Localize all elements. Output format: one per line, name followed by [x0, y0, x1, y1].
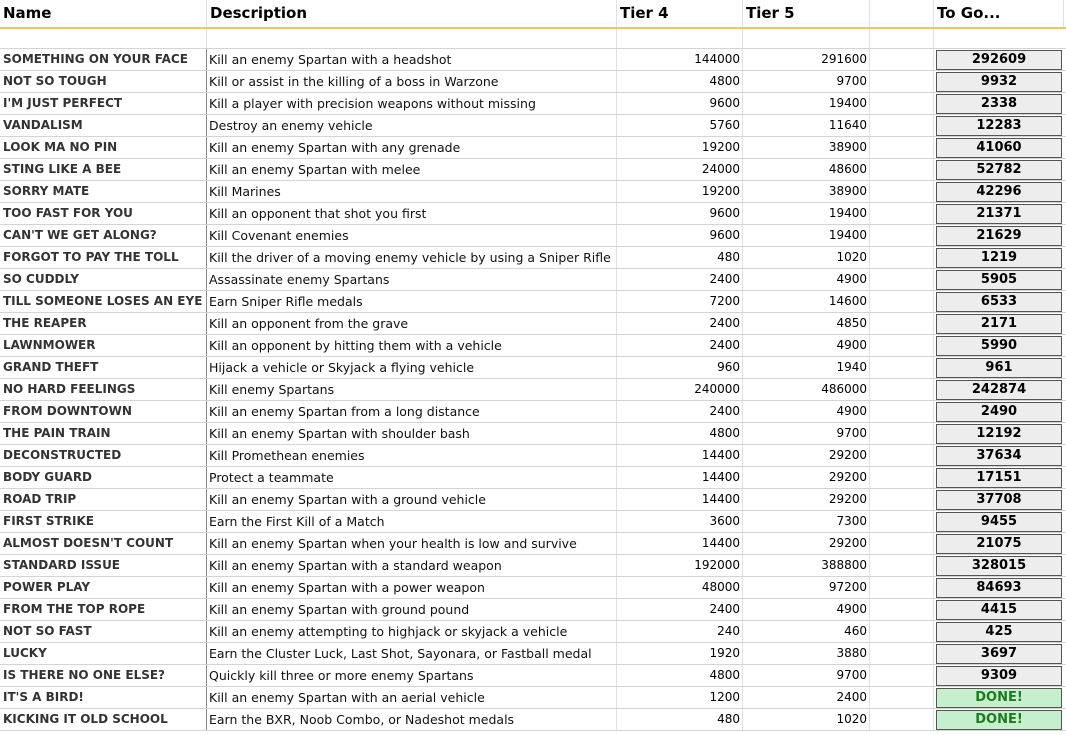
- empty-cell[interactable]: [870, 137, 934, 158]
- header-tier5[interactable]: Tier 5: [743, 0, 870, 27]
- togo-cell[interactable]: 3697: [936, 644, 1062, 664]
- tier5-cell[interactable]: 4850: [743, 313, 870, 334]
- table-row: [0, 379, 1066, 401]
- description-cell[interactable]: Kill an enemy Spartan with an aerial vehicle: [207, 687, 617, 708]
- tier4-cell[interactable]: 1200: [617, 687, 743, 708]
- empty-cell[interactable]: [870, 577, 934, 598]
- name-cell[interactable]: I'M JUST PERFECT: [0, 93, 207, 114]
- togo-cell[interactable]: 242874: [936, 380, 1062, 400]
- empty-cell[interactable]: [870, 379, 934, 400]
- tier5-cell[interactable]: 9700: [743, 423, 870, 444]
- name-cell[interactable]: ALMOST DOESN'T COUNT: [0, 533, 207, 554]
- tier4-cell[interactable]: 9600: [617, 203, 743, 224]
- name-cell[interactable]: IS THERE NO ONE ELSE?: [0, 665, 207, 686]
- tier5-cell[interactable]: 4900: [743, 599, 870, 620]
- empty-cell[interactable]: [870, 203, 934, 224]
- name-cell[interactable]: TILL SOMEONE LOSES AN EYE: [0, 291, 207, 312]
- name-cell[interactable]: SO CUDDLY: [0, 269, 207, 290]
- description-cell[interactable]: Earn the First Kill of a Match: [207, 511, 617, 532]
- togo-cell[interactable]: 4415: [936, 600, 1062, 620]
- tier5-cell[interactable]: 1020: [743, 709, 870, 730]
- empty-cell[interactable]: [870, 621, 934, 642]
- tier4-cell[interactable]: 4800: [617, 665, 743, 686]
- empty-cell[interactable]: [870, 49, 934, 70]
- blank-cell[interactable]: [207, 29, 617, 48]
- empty-cell[interactable]: [870, 313, 934, 334]
- tier4-cell[interactable]: 19200: [617, 137, 743, 158]
- description-cell[interactable]: Hijack a vehicle or Skyjack a flying vehicle: [207, 357, 617, 378]
- empty-cell[interactable]: [870, 555, 934, 576]
- togo-cell[interactable]: 37708: [936, 490, 1062, 510]
- tier5-cell[interactable]: 1940: [743, 357, 870, 378]
- tier5-cell[interactable]: 4900: [743, 335, 870, 356]
- empty-cell[interactable]: [870, 357, 934, 378]
- empty-cell[interactable]: [870, 335, 934, 356]
- empty-cell[interactable]: [870, 291, 934, 312]
- description-cell[interactable]: Kill an enemy Spartan with ground pound: [207, 599, 617, 620]
- table-row: [0, 665, 1066, 687]
- table-row: [0, 71, 1066, 93]
- table-row: [0, 115, 1066, 137]
- table-row: [0, 181, 1066, 203]
- tier4-cell[interactable]: 19200: [617, 181, 743, 202]
- description-cell[interactable]: Kill or assist in the killing of a boss in Warzone: [207, 71, 617, 92]
- togo-cell[interactable]: 21075: [936, 534, 1062, 554]
- tier4-cell[interactable]: 3600: [617, 511, 743, 532]
- name-cell[interactable]: FROM THE TOP ROPE: [0, 599, 207, 620]
- description-cell[interactable]: Kill an opponent that shot you first: [207, 203, 617, 224]
- table-row: [0, 511, 1066, 533]
- tier5-cell[interactable]: 388800: [743, 555, 870, 576]
- togo-cell[interactable]: 12192: [936, 424, 1062, 444]
- name-cell[interactable]: THE PAIN TRAIN: [0, 423, 207, 444]
- tier5-cell[interactable]: 291600: [743, 49, 870, 70]
- empty-cell[interactable]: [870, 511, 934, 532]
- togo-cell[interactable]: 1219: [936, 248, 1062, 268]
- table-row: [0, 687, 1066, 709]
- tier4-cell[interactable]: 1920: [617, 643, 743, 664]
- togo-cell[interactable]: 328015: [936, 556, 1062, 576]
- tier4-cell[interactable]: 2400: [617, 335, 743, 356]
- tier5-cell[interactable]: 486000: [743, 379, 870, 400]
- tier4-cell[interactable]: 960: [617, 357, 743, 378]
- name-cell[interactable]: TOO FAST FOR YOU: [0, 203, 207, 224]
- tier4-cell[interactable]: 48000: [617, 577, 743, 598]
- name-cell[interactable]: FROM DOWNTOWN: [0, 401, 207, 422]
- tier4-cell[interactable]: 2400: [617, 401, 743, 422]
- togo-cell[interactable]: 5990: [936, 336, 1062, 356]
- name-cell[interactable]: POWER PLAY: [0, 577, 207, 598]
- description-cell[interactable]: Kill an opponent by hitting them with a vehicle: [207, 335, 617, 356]
- tier5-cell[interactable]: 11640: [743, 115, 870, 136]
- description-cell[interactable]: Earn Sniper Rifle medals: [207, 291, 617, 312]
- empty-cell[interactable]: [870, 159, 934, 180]
- description-cell[interactable]: Kill Marines: [207, 181, 617, 202]
- name-cell[interactable]: THE REAPER: [0, 313, 207, 334]
- tier4-cell[interactable]: 2400: [617, 313, 743, 334]
- togo-cell[interactable]: 9309: [936, 666, 1062, 686]
- tier4-cell[interactable]: 14400: [617, 533, 743, 554]
- blank-cell[interactable]: [0, 29, 207, 48]
- tier4-cell[interactable]: 9600: [617, 225, 743, 246]
- table-row: [0, 159, 1066, 181]
- tier4-cell[interactable]: 9600: [617, 93, 743, 114]
- empty-cell[interactable]: [870, 115, 934, 136]
- table-row: [0, 357, 1066, 379]
- empty-cell[interactable]: [870, 489, 934, 510]
- name-cell[interactable]: STANDARD ISSUE: [0, 555, 207, 576]
- table-row: [0, 291, 1066, 313]
- togo-cell[interactable]: 21371: [936, 204, 1062, 224]
- table-row: [0, 599, 1066, 621]
- table-row: [0, 93, 1066, 115]
- name-cell[interactable]: NOT SO TOUGH: [0, 71, 207, 92]
- tier4-cell[interactable]: 4800: [617, 423, 743, 444]
- description-cell[interactable]: Kill an enemy Spartan with a headshot: [207, 49, 617, 70]
- togo-cell[interactable]: 17151: [936, 468, 1062, 488]
- description-cell[interactable]: Kill enemy Spartans: [207, 379, 617, 400]
- togo-cell[interactable]: 2171: [936, 314, 1062, 334]
- empty-cell[interactable]: [870, 225, 934, 246]
- empty-cell[interactable]: [870, 599, 934, 620]
- togo-cell[interactable]: 9455: [936, 512, 1062, 532]
- tier5-cell[interactable]: 1020: [743, 247, 870, 268]
- togo-cell[interactable]: 2338: [936, 94, 1062, 114]
- name-cell[interactable]: NO HARD FEELINGS: [0, 379, 207, 400]
- description-cell[interactable]: Destroy an enemy vehicle: [207, 115, 617, 136]
- name-cell[interactable]: CAN'T WE GET ALONG?: [0, 225, 207, 246]
- name-cell[interactable]: SORRY MATE: [0, 181, 207, 202]
- table-row: [0, 423, 1066, 445]
- description-cell[interactable]: Kill an enemy attempting to highjack or skyjack a vehicle: [207, 621, 617, 642]
- table-row: [0, 445, 1066, 467]
- empty-cell[interactable]: [870, 423, 934, 444]
- name-cell[interactable]: STING LIKE A BEE: [0, 159, 207, 180]
- name-cell[interactable]: GRAND THEFT: [0, 357, 207, 378]
- togo-cell[interactable]: 12283: [936, 116, 1062, 136]
- tier5-cell[interactable]: 460: [743, 621, 870, 642]
- tier4-cell[interactable]: 192000: [617, 555, 743, 576]
- tier5-cell[interactable]: 3880: [743, 643, 870, 664]
- description-cell[interactable]: Quickly kill three or more enemy Spartans: [207, 665, 617, 686]
- name-cell[interactable]: FIRST STRIKE: [0, 511, 207, 532]
- table-row: [0, 489, 1066, 511]
- name-cell[interactable]: LUCKY: [0, 643, 207, 664]
- description-cell[interactable]: Kill an enemy Spartan from a long distance: [207, 401, 617, 422]
- description-cell[interactable]: Kill an enemy Spartan with a power weapon: [207, 577, 617, 598]
- tier5-cell[interactable]: 7300: [743, 511, 870, 532]
- tier4-cell[interactable]: 14400: [617, 445, 743, 466]
- togo-cell[interactable]: DONE!: [936, 688, 1062, 708]
- tier5-cell[interactable]: 9700: [743, 71, 870, 92]
- tier5-cell[interactable]: 4900: [743, 401, 870, 422]
- tier5-cell[interactable]: 29200: [743, 467, 870, 488]
- tier5-cell[interactable]: 19400: [743, 93, 870, 114]
- description-cell[interactable]: Assassinate enemy Spartans: [207, 269, 617, 290]
- empty-cell[interactable]: [870, 687, 934, 708]
- name-cell[interactable]: SOMETHING ON YOUR FACE: [0, 49, 207, 70]
- togo-cell[interactable]: 84693: [936, 578, 1062, 598]
- empty-cell[interactable]: [870, 533, 934, 554]
- description-cell[interactable]: Kill an enemy Spartan with a standard weapon: [207, 555, 617, 576]
- empty-cell[interactable]: [870, 71, 934, 92]
- tier5-cell[interactable]: 14600: [743, 291, 870, 312]
- empty-cell[interactable]: [870, 181, 934, 202]
- tier4-cell[interactable]: 5760: [617, 115, 743, 136]
- header-togo[interactable]: To Go...: [934, 0, 1064, 27]
- tier5-cell[interactable]: 4900: [743, 269, 870, 290]
- description-cell[interactable]: Kill an enemy Spartan with shoulder bash: [207, 423, 617, 444]
- description-cell[interactable]: Kill an enemy Spartan with any grenade: [207, 137, 617, 158]
- togo-cell[interactable]: 42296: [936, 182, 1062, 202]
- tier4-cell[interactable]: 14400: [617, 489, 743, 510]
- tier5-cell[interactable]: 29200: [743, 445, 870, 466]
- table-row: [0, 533, 1066, 555]
- empty-cell[interactable]: [870, 643, 934, 664]
- name-cell[interactable]: NOT SO FAST: [0, 621, 207, 642]
- tier5-cell[interactable]: 2400: [743, 687, 870, 708]
- blank-cell[interactable]: [870, 29, 934, 48]
- empty-cell[interactable]: [870, 665, 934, 686]
- empty-cell[interactable]: [870, 269, 934, 290]
- description-cell[interactable]: Kill an enemy Spartan when your health is low and survive: [207, 533, 617, 554]
- table-row: [0, 621, 1066, 643]
- empty-cell[interactable]: [870, 93, 934, 114]
- table-row: [0, 247, 1066, 269]
- blank-row: [0, 29, 1066, 49]
- header-gap[interactable]: [870, 0, 934, 27]
- header-name[interactable]: Name: [0, 0, 207, 27]
- description-cell[interactable]: Kill the driver of a moving enemy vehicle by using a Sniper Rifle: [207, 247, 617, 268]
- table-row: [0, 643, 1066, 665]
- tier5-cell[interactable]: 29200: [743, 533, 870, 554]
- togo-cell[interactable]: 2490: [936, 402, 1062, 422]
- tier5-cell[interactable]: 9700: [743, 665, 870, 686]
- table-row: [0, 225, 1066, 247]
- header-description[interactable]: Description: [207, 0, 617, 27]
- table-row: [0, 555, 1066, 577]
- tier4-cell[interactable]: 4800: [617, 71, 743, 92]
- tier4-cell[interactable]: 7200: [617, 291, 743, 312]
- tier4-cell[interactable]: 480: [617, 247, 743, 268]
- header-row: [0, 0, 1066, 29]
- tier5-cell[interactable]: 19400: [743, 225, 870, 246]
- table-row: [0, 269, 1066, 291]
- empty-cell[interactable]: [870, 709, 934, 730]
- empty-cell[interactable]: [870, 247, 934, 268]
- table-row: [0, 467, 1066, 489]
- blank-cell[interactable]: [617, 29, 743, 48]
- description-cell[interactable]: Kill a player with precision weapons without missing: [207, 93, 617, 114]
- description-cell[interactable]: Kill an opponent from the grave: [207, 313, 617, 334]
- header-tier4[interactable]: Tier 4: [617, 0, 743, 27]
- table-row: [0, 137, 1066, 159]
- table-row: [0, 335, 1066, 357]
- togo-cell[interactable]: 5905: [936, 270, 1062, 290]
- tier4-cell[interactable]: 14400: [617, 467, 743, 488]
- togo-cell[interactable]: 37634: [936, 446, 1062, 466]
- table-row: [0, 709, 1066, 731]
- togo-cell[interactable]: 21629: [936, 226, 1062, 246]
- description-cell[interactable]: Kill Promethean enemies: [207, 445, 617, 466]
- togo-cell[interactable]: 41060: [936, 138, 1062, 158]
- table-row: [0, 577, 1066, 599]
- name-cell[interactable]: VANDALISM: [0, 115, 207, 136]
- name-cell[interactable]: LAWNMOWER: [0, 335, 207, 356]
- table-row: [0, 49, 1066, 71]
- name-cell[interactable]: IT'S A BIRD!: [0, 687, 207, 708]
- togo-cell[interactable]: 292609: [936, 50, 1062, 70]
- name-cell[interactable]: ROAD TRIP: [0, 489, 207, 510]
- tier5-cell[interactable]: 38900: [743, 137, 870, 158]
- togo-cell[interactable]: DONE!: [936, 710, 1062, 730]
- description-cell[interactable]: Kill Covenant enemies: [207, 225, 617, 246]
- tier4-cell[interactable]: 240000: [617, 379, 743, 400]
- description-cell[interactable]: Protect a teammate: [207, 467, 617, 488]
- blank-cell[interactable]: [743, 29, 870, 48]
- togo-cell[interactable]: 9932: [936, 72, 1062, 92]
- tier4-cell[interactable]: 2400: [617, 269, 743, 290]
- tier5-cell[interactable]: 97200: [743, 577, 870, 598]
- togo-cell[interactable]: 961: [936, 358, 1062, 378]
- tier4-cell[interactable]: 24000: [617, 159, 743, 180]
- tier5-cell[interactable]: 38900: [743, 181, 870, 202]
- description-cell[interactable]: Kill an enemy Spartan with a ground vehicle: [207, 489, 617, 510]
- tier4-cell[interactable]: 240: [617, 621, 743, 642]
- name-cell[interactable]: LOOK MA NO PIN: [0, 137, 207, 158]
- name-cell[interactable]: BODY GUARD: [0, 467, 207, 488]
- togo-cell[interactable]: 52782: [936, 160, 1062, 180]
- description-cell[interactable]: Earn the BXR, Noob Combo, or Nadeshot medals: [207, 709, 617, 730]
- tier5-cell[interactable]: 48600: [743, 159, 870, 180]
- tier4-cell[interactable]: 480: [617, 709, 743, 730]
- empty-cell[interactable]: [870, 445, 934, 466]
- data-rows: [0, 49, 1066, 731]
- togo-cell[interactable]: 6533: [936, 292, 1062, 312]
- description-cell[interactable]: Kill an enemy Spartan with melee: [207, 159, 617, 180]
- name-cell[interactable]: FORGOT TO PAY THE TOLL: [0, 247, 207, 268]
- description-cell[interactable]: Earn the Cluster Luck, Last Shot, Sayonara, or Fastball medal: [207, 643, 617, 664]
- empty-cell[interactable]: [870, 401, 934, 422]
- name-cell[interactable]: DECONSTRUCTED: [0, 445, 207, 466]
- tier4-cell[interactable]: 144000: [617, 49, 743, 70]
- togo-cell[interactable]: 425: [936, 622, 1062, 642]
- name-cell[interactable]: KICKING IT OLD SCHOOL: [0, 709, 207, 730]
- empty-cell[interactable]: [870, 467, 934, 488]
- table-row: [0, 401, 1066, 423]
- tier5-cell[interactable]: 19400: [743, 203, 870, 224]
- tier5-cell[interactable]: 29200: [743, 489, 870, 510]
- table-row: [0, 203, 1066, 225]
- tier4-cell[interactable]: 2400: [617, 599, 743, 620]
- table-row: [0, 313, 1066, 335]
